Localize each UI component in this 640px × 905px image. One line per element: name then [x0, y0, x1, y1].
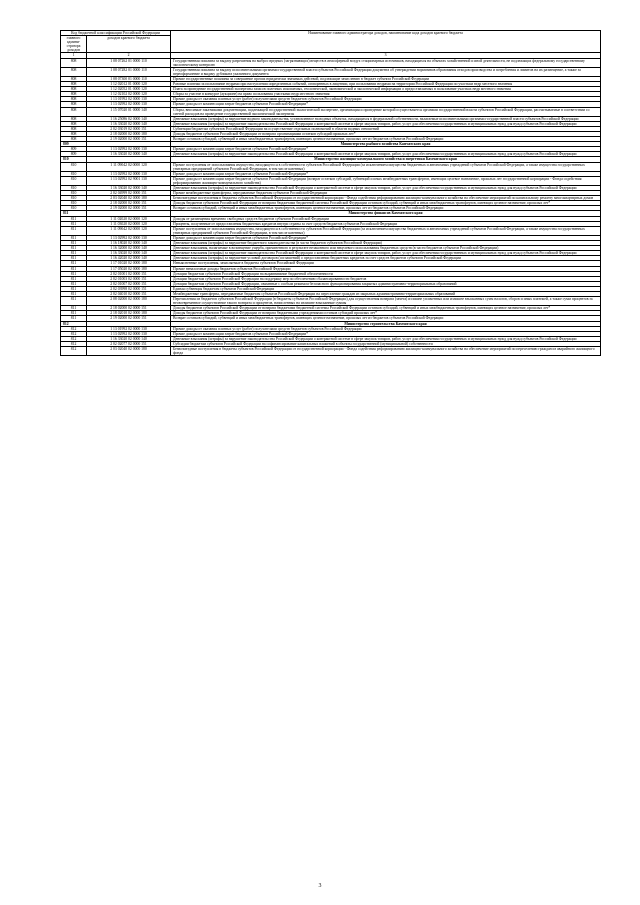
description-cell: Возврат остатков субсидий, субвенций и иных межбюджетных трансфертов, имеющих целевое назначение, прошлых лет из бюджетов субъектов Российской Федерации [171, 206, 601, 211]
description-cell: Проценты, полученные от предоставления бюджетных кредитов внутри страны за счет средств бюджетов субъектов Российской Федерации [171, 221, 601, 226]
income-code-cell: 2 02 04010 02 0000 151 [87, 291, 171, 296]
description-cell: Плата за проведение государственной экспертизы запасов полезных ископаемых, геологической, экономической и экологической информации о предоставляемых в пользование участках недр местного значения [171, 87, 601, 92]
description-cell: Невыясненные поступления, зачисляемые в бюджеты субъектов Российской Федерации [171, 261, 601, 266]
header-income-column: доходов краевого бюджета [87, 36, 171, 53]
table-row [61, 58, 601, 67]
admin-code-cell: 811 [61, 311, 87, 316]
description-cell: Субсидии бюджетам субъектов Российской Федерации на софинансирование капитальных вложений в объекты государственной (муниципальной) собственности [171, 341, 601, 346]
admin-code-cell: 808 [61, 137, 87, 142]
income-code-cell: 2 03 02040 02 0000 180 [87, 347, 171, 356]
admin-code-cell: 808 [61, 67, 87, 76]
income-code-cell: 2 03 02040 02 0000 180 [87, 196, 171, 201]
table-row [61, 116, 601, 121]
income-code-cell: 1 13 02992 02 0000 130 [87, 147, 171, 152]
table-row [61, 226, 601, 235]
income-code-cell: 1 11 02020 02 0000 120 [87, 216, 171, 221]
admin-code-cell: 812 [61, 336, 87, 341]
header-number-3: 3 [171, 53, 601, 58]
income-code-cell: 1 12 02052 01 0000 120 [87, 87, 171, 92]
description-cell: Денежные взыскания (штрафы) за нарушение законодательства Российской Федерации о контрактной системе в сфере закупок товаров, работ, услуг для обеспечения государственных и муниципальных нужд для нужд субъектов Российской Федерации [171, 121, 601, 126]
page-number: 3 [318, 883, 322, 889]
income-code-cell: 1 08 07300 01 0000 110 [87, 76, 171, 81]
income-code-cell: 2 02 01001 02 0000 151 [87, 271, 171, 276]
income-code-cell: 1 13 01992 02 0000 130 [87, 326, 171, 331]
admin-code-cell: 810 [61, 157, 87, 162]
income-code-cell: 1 12 02102 02 0000 120 [87, 92, 171, 97]
income-code-cell: 1 16 33020 02 0000 140 [87, 251, 171, 256]
description-cell: Безвозмездные поступления в бюджеты субъектов Российской Федерации от государственной корпорации - Фонда содействия реформированию жилищно-коммунального хозяйства на обеспечение мероприятий по капитальному ремонту многоквартирных домов [171, 196, 601, 201]
income-code-cell: 2 02 01003 02 0000 151 [87, 276, 171, 281]
description-cell: Денежные взыскания, налагаемые в возмещение ущерба, причиненного в результате незаконного или нецелевого использования бюджетных средств (в части бюджетов субъектов Российской Федерации) [171, 246, 601, 251]
income-code-cell: 1 13 02992 02 0000 130 [87, 102, 171, 107]
description-cell: Возврат остатков субсидий, субвенций и иных межбюджетных трансфертов, имеющих целевое назначение, прошлых лет из бюджетов субъектов Российской Федерации [171, 316, 601, 321]
admin-code-cell: 810 [61, 201, 87, 206]
income-code-cell: 1 17 05020 02 0000 180 [87, 266, 171, 271]
description-cell: Прочие поступления от использования имущества, находящегося в собственности субъектов Российской Федерации (за исключением имущества бюджетных и автономных учреждений субъектов Российской Федерации, а также имущества государственных унитарных предприятий субъектов Российской Федерации, в том числе казенных) [171, 162, 601, 171]
admin-code-cell: 811 [61, 286, 87, 291]
description-cell: Прочие доходы от оказания платных услуг (работ) получателями средств бюджетов субъектов Российской Федерации [171, 97, 601, 102]
description-cell: Прочие доходы от компенсации затрат бюджетов субъектов Российской Федерации (возврат остатков субсидий, субвенций и иных межбюджетных трансфертов, имеющих целевое назначение, прошлых лет государственной корпорации - Фонда содействия реформированию жилищно-коммунального хозяйства) [171, 176, 601, 185]
description-cell: Возврат остатков субсидий, субвенций и иных межбюджетных трансфертов, имеющих целевое назначение, прошлых лет из бюджетов субъектов Российской Федерации [171, 137, 601, 142]
description-cell: Денежные взыскания (штрафы) за нарушение законодательства Российской Федерации о контрактной системе в сфере закупок товаров, работ, услуг для обеспечения государственных и муниципальных нужд для нужд субъектов Российской Федерации [171, 186, 601, 191]
admin-code-cell: 811 [61, 306, 87, 311]
income-code-cell: 2 18 02000 02 0000 151 [87, 201, 171, 206]
table-row [61, 306, 601, 311]
admin-code-cell: 810 [61, 186, 87, 191]
description-cell: Денежные взыскания (штрафы) за нарушение бюджетного законодательства (в части бюджетов субъектов Российской Федерации) [171, 241, 601, 246]
admin-code-cell: 811 [61, 256, 87, 261]
income-code-cell: 2 08 02000 02 0000 180 [87, 297, 171, 306]
table-row [61, 186, 601, 191]
table-row [61, 121, 601, 126]
table-row [61, 162, 601, 171]
income-code-cell: 1 08 07282 01 0000 110 [87, 67, 171, 76]
income-code-cell: 1 17 01020 02 0000 180 [87, 261, 171, 266]
description-cell: Денежные взыскания (штрафы) за нарушение законодательства Российской Федерации о контрактной системе в сфере закупок товаров, работ, услуг для обеспечения государственных и муниципальных нужд для нужд субъектов Российской Федерации [171, 336, 601, 341]
description-cell: Денежные взыскания (штрафы) за нарушение условий договоров (соглашений) о предоставлении бюджетных кредитов за счет средств бюджетов субъектов Российской Федерации [171, 256, 601, 261]
admin-code-cell: 812 [61, 326, 87, 331]
admin-code-cell: 810 [61, 171, 87, 176]
description-cell: Сборы, вносимые заказчиками документации, подлежащей государственной экологической экспертизе, организация и проведение которой осуществляется органами государственной власти субъектов Российской Федерации, рассчитываемые в соответствии со сметой расходов на проведение государственной экологической экспертизы [171, 107, 601, 116]
description-cell: Доходы бюджетов субъектов Российской Федерации от возврата организациями остатков субсидий прошлых лет* [171, 131, 601, 136]
description-cell: Прочие доходы от оказания платных услуг (работ) получателями средств бюджетов субъектов Российской Федерации [171, 326, 601, 331]
header-admin-column: главного админи-стратора доходов [61, 36, 87, 53]
income-code-cell: 2 18 02000 02 0000 151 [87, 306, 171, 311]
description-cell: Государственная пошлина за выдачу исполнительными органами государственной власти субъектов Российской Федерации документа об утверждении нормативов образования отходов производства и потребления и лимитов на их размещение, а также за переоформление и выдачу дубликата указанного документа [171, 67, 601, 76]
description-cell: Прочие поступления от использования имущества, находящегося в собственности субъектов Российской Федерации (за исключением имущества бюджетных и автономных учреждений субъектов Российской Федерации, а также имущества государственных унитарных предприятий субъектов Российской Федерации, в том числе казенных) [171, 226, 601, 235]
description-cell: Денежные взыскания (штрафы) за нарушение водного законодательства, установленное на водных объектах, находящихся в федеральной собственности, налагаемые исполнительными органами государственной власти субъектов Российской Федерации [171, 116, 601, 121]
admin-code-cell: 811 [61, 251, 87, 256]
income-code-cell: 1 16 42020 02 0000 140 [87, 256, 171, 261]
admin-code-cell: 811 [61, 266, 87, 271]
description-cell: Субвенции бюджетам субъектов Российской Федерации на осуществление отдельных полномочий в области водных отношений [171, 126, 601, 131]
income-code-cell: 1 13 02992 02 0000 130 [87, 331, 171, 336]
table-row [61, 297, 601, 306]
description-cell: Перечисления из бюджетов субъектов Российской Федерации (в бюджеты субъектов Российской Федерации) для осуществления возврата (зачета) излишне уплаченных или излишне взысканных сумм налогов, сборов и иных платежей, а также сумм процентов за несвоевременное осуществление такого возврата и процентов, начисленных на излишне взысканные суммы [171, 297, 601, 306]
admin-code-cell: 808 [61, 82, 87, 87]
admin-code-cell: 811 [61, 211, 87, 216]
income-code-cell: 1 11 09042 02 0000 120 [87, 162, 171, 171]
admin-code-cell: 808 [61, 92, 87, 97]
description-cell: Денежные взыскания (штрафы) за нарушение законодательства Российской Федерации о контрактной системе в сфере закупок товаров, работ, услуг для обеспечения государственных и муниципальных нужд для нужд субъектов Российской Федерации [171, 251, 601, 256]
admin-code-cell: 808 [61, 121, 87, 126]
admin-code-cell: 808 [61, 87, 87, 92]
document-page [60, 30, 600, 356]
description-cell: Доходы бюджетов субъектов Российской Федерации от возврата бюджетными учреждениями остатков субсидий прошлых лет* [171, 311, 601, 316]
table-row [61, 196, 601, 201]
admin-code-cell: 809 [61, 152, 87, 157]
table-row [61, 201, 601, 206]
admin-code-cell: 812 [61, 321, 87, 326]
table-row [61, 336, 601, 341]
income-code-cell: 2 02 02077 02 0000 151 [87, 341, 171, 346]
income-code-cell: 1 16 33020 02 0000 140 [87, 186, 171, 191]
income-code-cell: 1 11 03020 02 0000 120 [87, 221, 171, 226]
description-cell: Сборы за участие в конкурсе (аукционе) на право пользования участками недр местного значения [171, 92, 601, 97]
description-cell: Безвозмездные поступления в бюджеты субъектов Российской Федерации от государственной корпорации - Фонда содействия реформированию жилищно-коммунального хозяйства на обеспечение мероприятий по переселению граждан из аварийного жилищного фонда [171, 347, 601, 356]
admin-code-cell: 810 [61, 191, 87, 196]
income-code-cell: 1 16 25086 02 0000 140 [87, 116, 171, 121]
section-title-cell: Министерство строительства Камчатского края [171, 321, 601, 326]
income-code-cell: 2 19 02000 02 0000 151 [87, 137, 171, 142]
admin-code-cell: 810 [61, 176, 87, 185]
income-code-cell: 2 02 03998 02 0000 151 [87, 286, 171, 291]
header-number-1: 1 [61, 53, 87, 58]
table-header [61, 31, 601, 59]
description-cell: Прочие доходы от компенсации затрат бюджетов субъектов Российской Федерации* [171, 102, 601, 107]
income-code-cell: 1 12 02012 01 0000 120 [87, 82, 171, 87]
income-code-cell: 1 13 02992 02 9001 130 [87, 176, 171, 185]
description-cell: Прочие доходы от компенсации затрат бюджетов субъектов Российской Федерации* [171, 235, 601, 240]
table-row [61, 347, 601, 356]
admin-code-cell: 811 [61, 246, 87, 251]
income-code-cell: 2 19 02000 02 0000 151 [87, 206, 171, 211]
income-code-cell: 1 13 01992 02 0000 130 [87, 97, 171, 102]
header-number-2: 2 [87, 53, 171, 58]
section-title-cell: Министерство финансов Камчатского края [171, 211, 601, 216]
description-cell: Дотации бюджетам субъектов Российской Федерации на выравнивание бюджетной обеспеченности [171, 271, 601, 276]
section-title-cell: Министерство жилищно-коммунального хозяйства и энергетики Камчатского края [171, 157, 601, 162]
income-code-cell: 1 13 02992 02 0000 130 [87, 235, 171, 240]
description-cell: Доходы от размещения временно свободных средств бюджетов субъектов Российской Федерации [171, 216, 601, 221]
admin-code-cell: 808 [61, 126, 87, 131]
description-cell: Доходы бюджетов субъектов Российской Федерации от возврата бюджетами бюджетной системы Российской Федерации остатков субсидий, субвенций и иных межбюджетных трансфертов, имеющих целевое назначение, прошлых лет* [171, 201, 601, 206]
description-cell: Прочие межбюджетные трансферты, передаваемые бюджетам субъектов Российской Федерации [171, 191, 601, 196]
admin-code-cell: 810 [61, 196, 87, 201]
income-code-cell: 2 02 01007 02 0000 151 [87, 281, 171, 286]
admin-code-cell: 810 [61, 206, 87, 211]
admin-code-cell: 809 [61, 142, 87, 147]
description-cell: Прочие доходы от компенсации затрат бюджетов субъектов Российской Федерации* [171, 147, 601, 152]
admin-code-cell: 812 [61, 331, 87, 336]
description-cell: Доходы бюджетов субъектов Российской Федерации от возврата бюджетами бюджетной системы Российской Федерации остатков субсидий, субвенций и иных межбюджетных трансфертов, имеющих целевое назначение, прошлых лет* [171, 306, 601, 311]
admin-code-cell: 811 [61, 297, 87, 306]
admin-code-cell: 811 [61, 216, 87, 221]
income-code-cell: 1 13 02992 02 0000 130 [87, 171, 171, 176]
income-code-cell: 1 15 07020 01 0000 140 [87, 107, 171, 116]
income-code-cell: 1 11 09042 02 0000 120 [87, 226, 171, 235]
admin-code-cell: 808 [61, 58, 87, 67]
income-code-cell: 2 19 02000 02 0000 151 [87, 316, 171, 321]
admin-code-cell: 811 [61, 281, 87, 286]
table-row [61, 152, 601, 157]
admin-code-cell: 811 [61, 271, 87, 276]
table-row [61, 107, 601, 116]
admin-code-cell: 809 [61, 147, 87, 152]
description-cell: Единая субвенция бюджетам субъектов Российской Федерации [171, 286, 601, 291]
income-code-cell: 1 16 32000 02 0000 140 [87, 246, 171, 251]
income-code-cell: 1 16 33020 02 0000 140 [87, 152, 171, 157]
header-name-column: Наименование главного администратора доходов, наименование кода доходов краевого бюджета [171, 31, 601, 53]
admin-code-cell: 811 [61, 316, 87, 321]
income-code-cell: 2 18 02000 02 0000 180 [87, 131, 171, 136]
admin-code-cell: 811 [61, 261, 87, 266]
admin-code-cell: 808 [61, 76, 87, 81]
income-code-cell: 2 18 02010 02 0000 180 [87, 311, 171, 316]
description-cell: Государственная пошлина за выдачу разрешения на выброс вредных (загрязняющих) веществ в атмосферный воздух стационарных источников, находящихся на объектах хозяйственной и иной деятельности, не подлежащих федеральному государственному экологическому контролю [171, 58, 601, 67]
admin-code-cell: 808 [61, 131, 87, 136]
table-row [61, 251, 601, 256]
description-cell: Прочие доходы от компенсации затрат бюджетов субъектов Российской Федерации* [171, 171, 601, 176]
description-cell: Денежные взыскания (штрафы) за нарушение законодательства Российской Федерации о контрактной системе в сфере закупок товаров, работ, услуг для обеспечения государственных и муниципальных нужд для нужд субъектов Российской Федерации [171, 152, 601, 157]
income-code-cell: 1 08 07262 01 0000 110 [87, 58, 171, 67]
income-code-cell: 2 02 03019 02 0000 151 [87, 126, 171, 131]
admin-code-cell: 808 [61, 107, 87, 116]
admin-code-cell: 811 [61, 221, 87, 226]
description-cell: Прочие доходы от компенсации затрат бюджетов субъектов Российской Федерации* [171, 331, 601, 336]
table-body [61, 58, 601, 356]
budget-classification-table [60, 30, 601, 356]
income-code-cell: 1 16 33020 02 0000 140 [87, 121, 171, 126]
income-code-cell: 2 02 04999 02 0000 151 [87, 191, 171, 196]
table-row [61, 176, 601, 185]
admin-code-cell: 812 [61, 341, 87, 346]
description-cell: Прочие неналоговые доходы бюджетов субъектов Российской Федерации [171, 266, 601, 271]
description-cell: Дотации бюджетам субъектов Российской Федерации на поддержку мер по обеспечению сбалансированности бюджетов [171, 276, 601, 281]
description-cell: Дотации бюджетам субъектов Российской Федерации, связанные с особым режимом безопасного функционирования закрытых административно-территориальных образований [171, 281, 601, 286]
table-row [61, 67, 601, 76]
admin-code-cell: 811 [61, 235, 87, 240]
income-code-cell: 1 16 18020 02 0000 140 [87, 241, 171, 246]
admin-code-cell: 811 [61, 291, 87, 296]
description-cell: Прочие государственные пошлины за совершение прочих юридически значимых действий, подлежащие зачислению в бюджет субъекта Российской Федерации [171, 76, 601, 81]
admin-code-cell: 810 [61, 162, 87, 171]
admin-code-cell: 811 [61, 241, 87, 246]
admin-code-cell: 811 [61, 276, 87, 281]
admin-code-cell: 811 [61, 226, 87, 235]
description-cell: Межбюджетные трансферты, передаваемые бюджетам субъектов Российской Федерации на переселение граждан из закрытых административно-территориальных образований [171, 291, 601, 296]
admin-code-cell: 812 [61, 347, 87, 356]
admin-code-cell: 808 [61, 102, 87, 107]
description-cell: Разовые платежи за пользование недрами при наступлении определенных событий, оговоренных в лицензии, при пользовании недрами на территории Российской Федерации по участкам недр местного значения [171, 82, 601, 87]
admin-code-cell: 808 [61, 116, 87, 121]
header-group-title: Код бюджетной классификации Российской Федерации [61, 31, 171, 36]
income-code-cell: 1 16 33020 02 0000 140 [87, 336, 171, 341]
admin-code-cell: 808 [61, 97, 87, 102]
section-title-cell: Министерство рыбного хозяйства Камчатского края [171, 142, 601, 147]
